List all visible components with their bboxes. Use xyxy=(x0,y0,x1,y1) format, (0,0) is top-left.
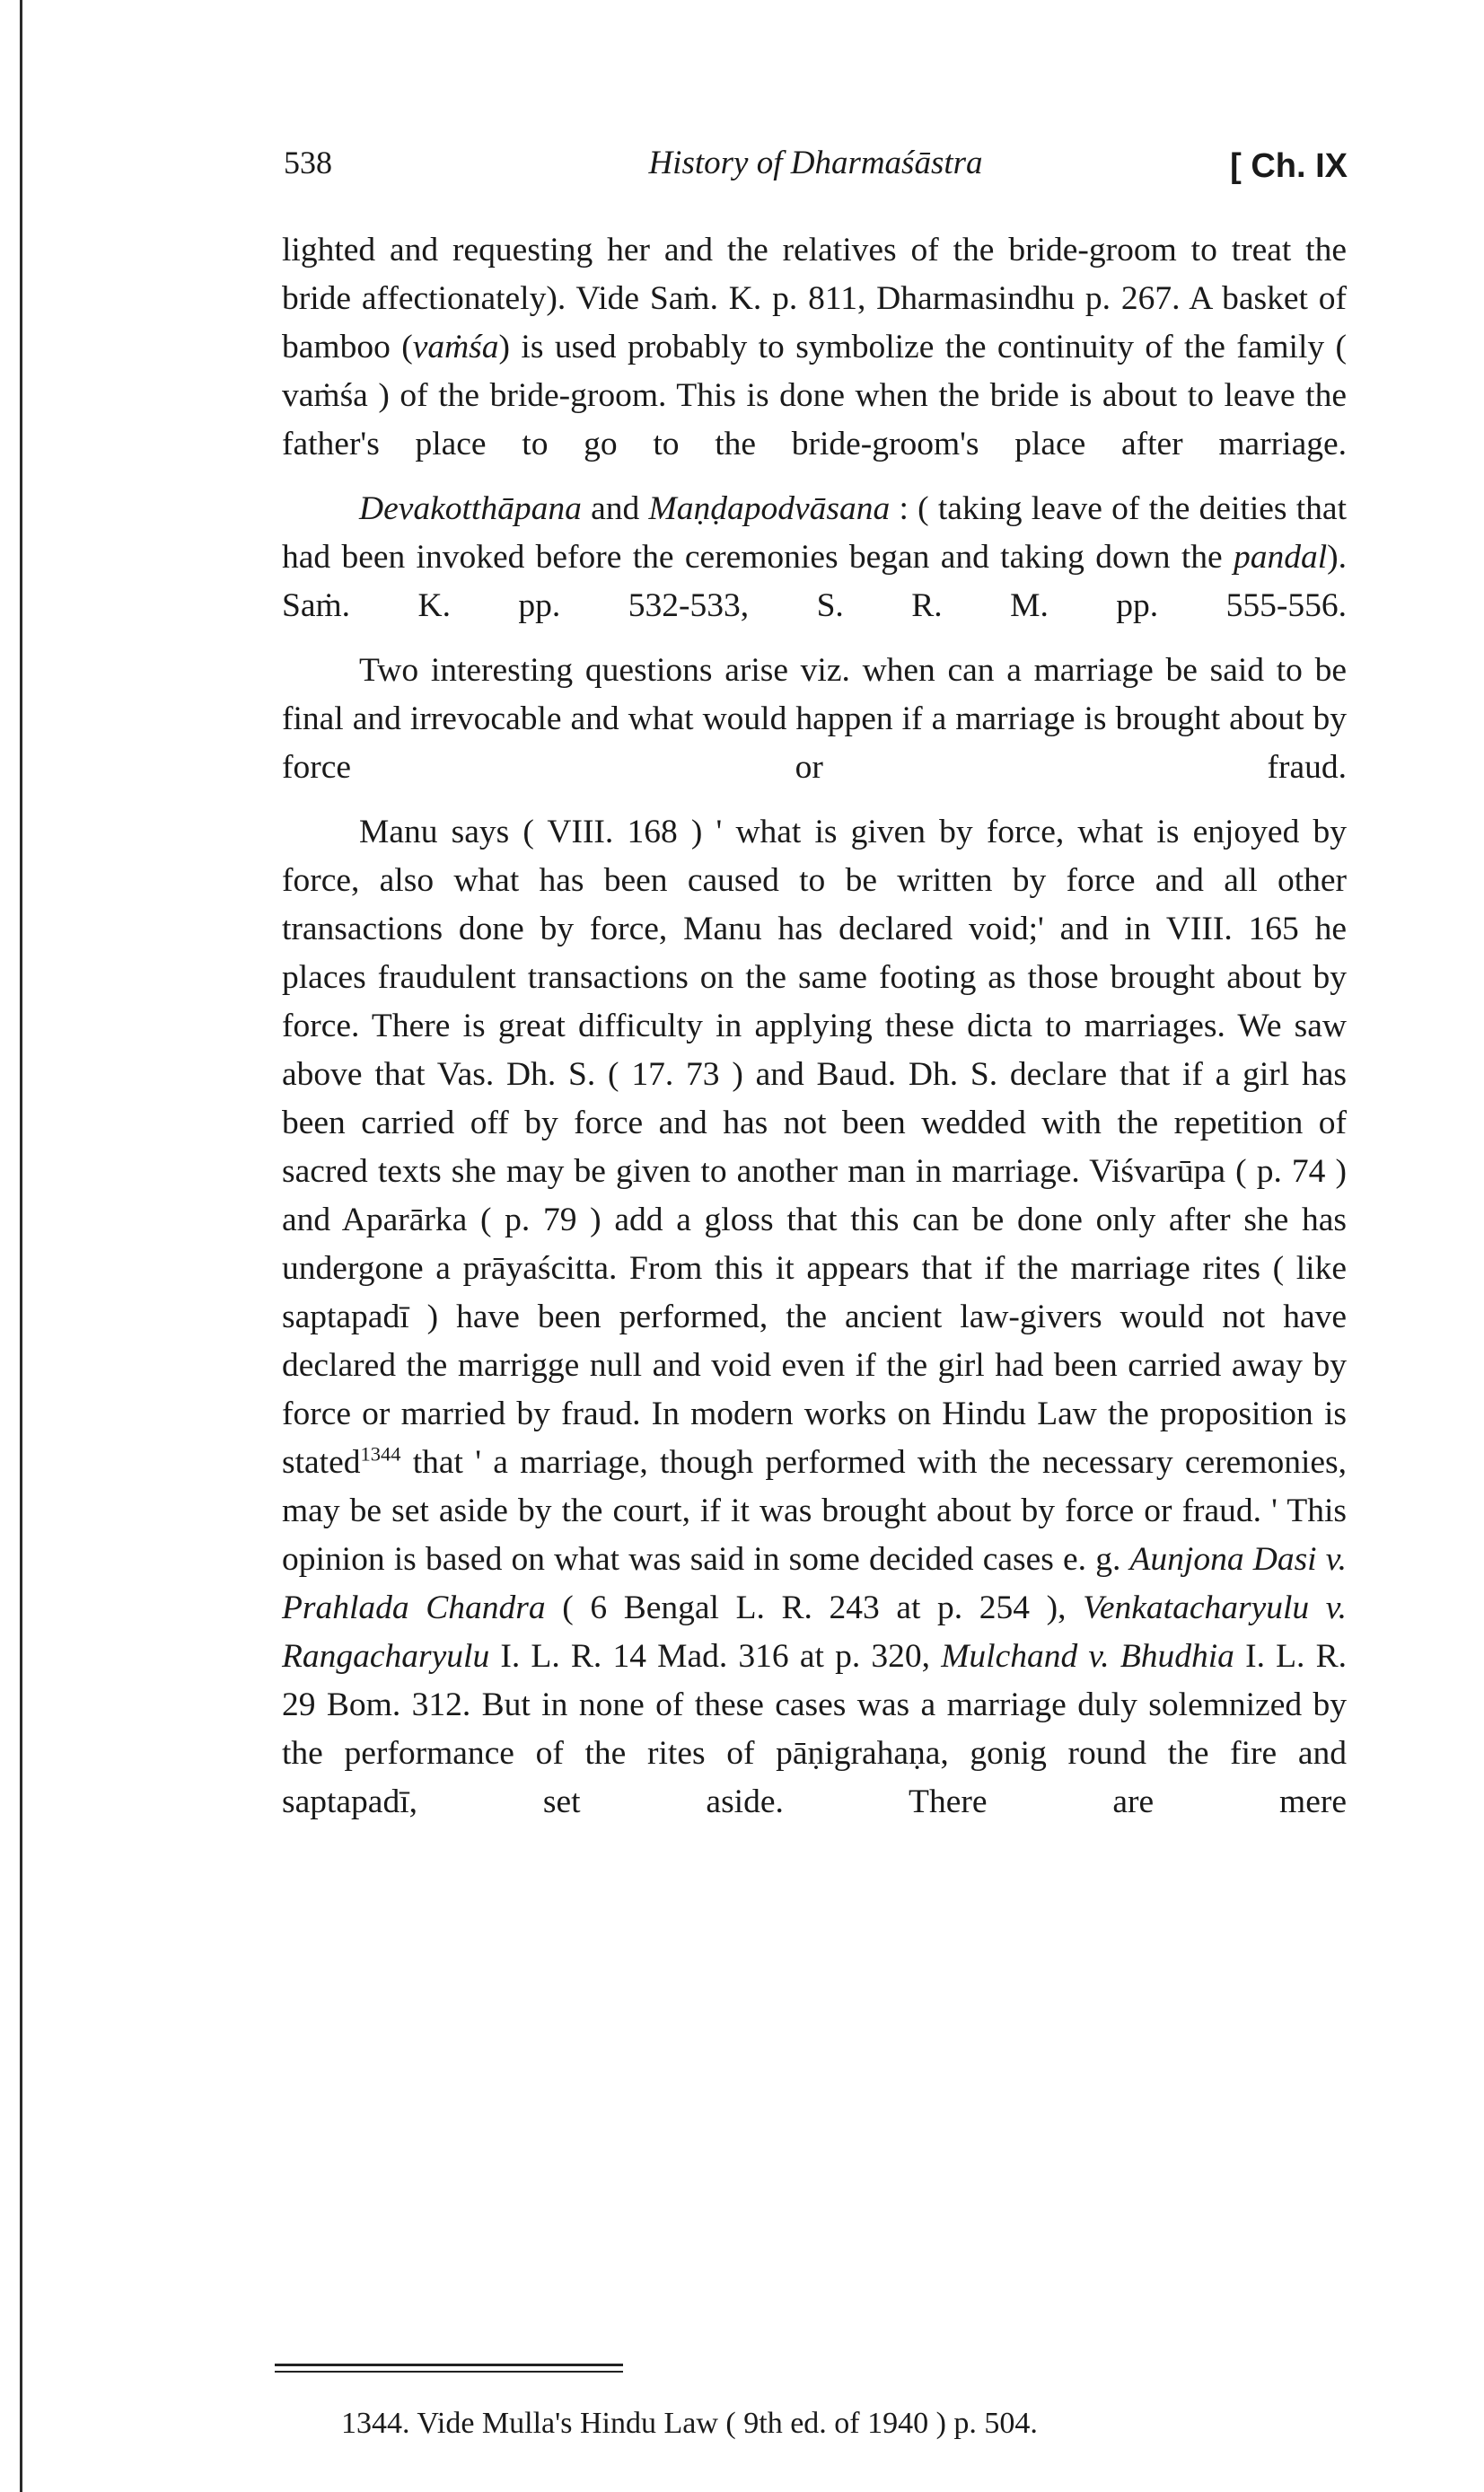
page-number: 538 xyxy=(284,145,332,181)
paragraph-2-text-1: and xyxy=(581,490,649,527)
paragraph-1-text-1: lighted and requesting her and the relatives of the bride-groom to treat the bride affectionately). Vide Saṁ. K. p. 811, Dharmasindhu p. 267. A basket of bamboo ( xyxy=(282,232,1347,365)
paragraph-1-text-2: ) is used probably to symbolize the continuity of the family ( vaṁśa ) of the bride-groom. This is done when the bride is about to leave the father's place to go to the bride-groom's place after marriage. xyxy=(282,329,1347,462)
footnote-divider-lower xyxy=(275,2371,623,2373)
paragraph-3 xyxy=(282,647,1347,792)
paragraph-4 xyxy=(282,808,1347,1827)
paragraph-2-text-2: : ( taking leave of the deities that had been invoked before the ceremonies began and taking down the xyxy=(282,490,1347,576)
paragraph-4-italic-2: Venkatacharyulu v. Rangacharyulu xyxy=(282,1589,1348,1675)
paragraph-4-italic-3: Mulchand v. Bhudhia xyxy=(941,1638,1234,1675)
paragraph-4-text-4: I. L. R. 14 Mad. 316 at p. 320, xyxy=(489,1638,942,1675)
chapter-label: [ Ch. IX xyxy=(1230,147,1348,185)
page-header xyxy=(284,144,1348,198)
paragraph-2 xyxy=(282,485,1347,630)
paragraph-2-italic-2: Maṇḍapodvāsana xyxy=(648,490,891,527)
footnote: 1344. Vide Mulla's Hindu Law ( 9th ed. of 1940 ) p. 504. xyxy=(341,2407,1038,2440)
paragraph-2-text-3: ). Saṁ. K. pp. 532-533, S. R. M. pp. 555-556. xyxy=(282,539,1347,624)
paragraph-4-text-3: ( 6 Bengal L. R. 243 at p. 254 ), xyxy=(545,1589,1084,1626)
running-title: History of Dharmaśāstra xyxy=(648,145,983,181)
paragraph-4-text-1: Manu says ( VIII. 168 ) ' what is given by force, what is enjoyed by force, also what has been caused to be written by force and all other transactions done by force, Manu has declared void;' and in VIII. 165 he places fraudulent transactions on the same footing as those brought about by force. There is great difficulty in applying these dicta to marriages. We saw above that Vas. Dh. S. ( 17. 73 ) and Baud. Dh. S. declare that if a girl has been carried off by force and has not been wedded with the repetition of sacred texts she may be given to another man in marriage. Viśvarūpa ( p. 74 ) and Aparārka ( p. 79 ) add a gloss that this can be done only after she has undergone a prāyaścitta. From this it appears that if the marriage rites ( like saptapadī ) have been performed, the ancient law-givers would not have declared the marrigge null and void even if the girl had been carried away by force or married by fraud. In modern works on Hindu Law the proposition is stated xyxy=(282,814,1347,1481)
footnote-reference: 1344 xyxy=(360,1442,401,1466)
page-edge-line xyxy=(20,0,22,2492)
paragraph-1-italic-1: vaṁśa xyxy=(412,329,499,365)
body-text xyxy=(282,226,1347,1843)
paragraph-3-text-1: Two interesting questions arise viz. when can a marriage be said to be final and irrevocable and what would happen if a marriage is brought about by force or fraud. xyxy=(282,652,1347,786)
paragraph-1 xyxy=(282,226,1347,469)
paragraph-2-italic-3: pandal xyxy=(1233,539,1328,576)
paragraph-4-text-5: I. L. R. 29 Bom. 312. But in none of these cases was a marriage duly solemnized by the performance of the rites of pāṇigrahaṇa, gonig round the fire and saptapadī, set aside. There are mere xyxy=(282,1638,1347,1820)
paragraph-4-italic-1: Aunjona Dasi v. Prahlada Chandra xyxy=(282,1541,1347,1626)
paragraph-4-text-2: that ' a marriage, though performed with the necessary ceremonies, may be set aside by the court, if it was brought about by force or fraud. ' This opinion is based on what was said in some decided cases e. g. xyxy=(282,1444,1347,1578)
paragraph-2-italic-1: Devakotthāpana xyxy=(359,490,582,527)
footnote-divider xyxy=(275,2364,623,2366)
